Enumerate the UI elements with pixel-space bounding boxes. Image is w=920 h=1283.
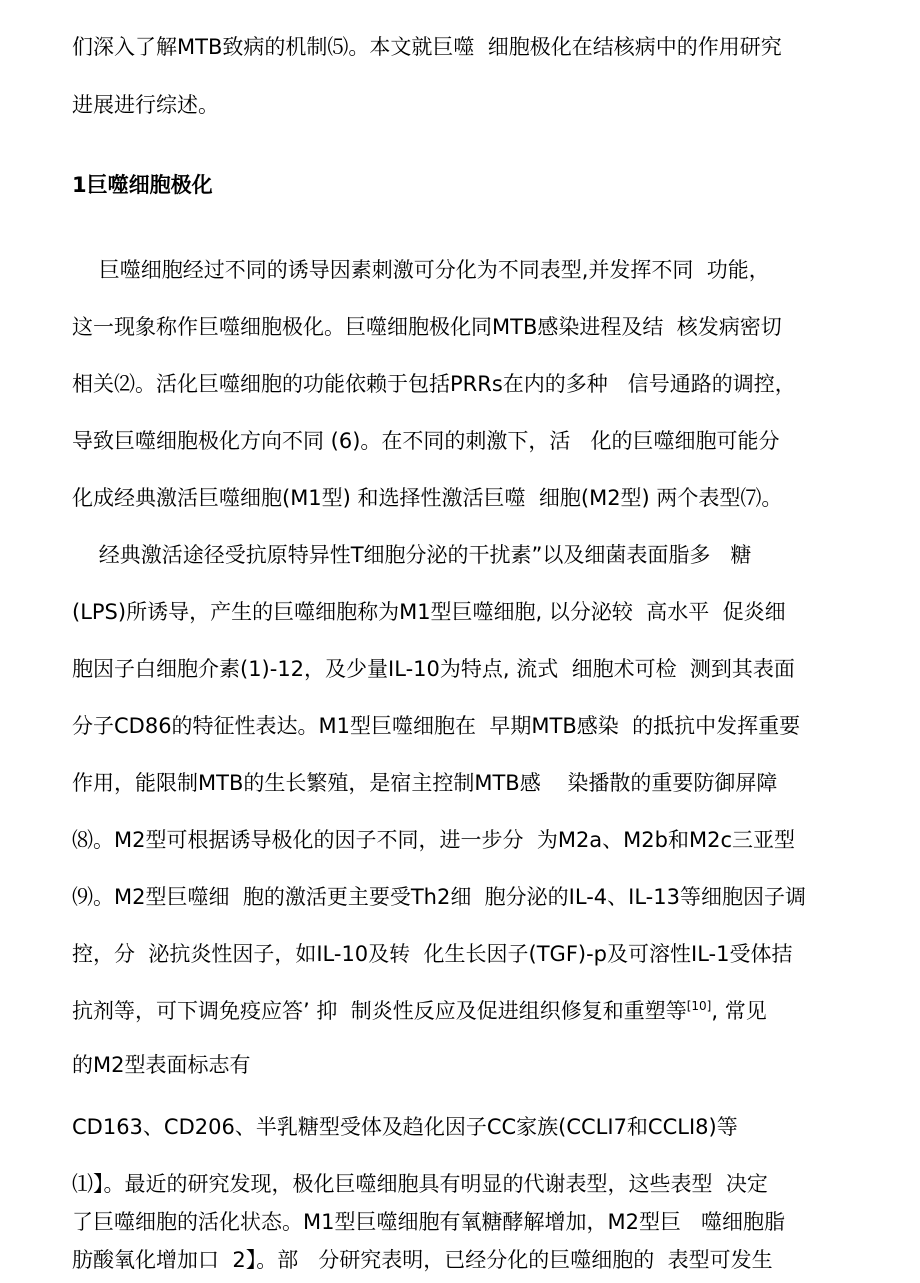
text-line: 化成经典激活巨噬细胞(M1型) 和选择性激活巨噬 细胞(M2型) 两个表型⑺。: [72, 486, 783, 510]
text-line: 相关⑵。活化巨噬细胞的功能依赖于包括PRRs在内的多种 信号通路的调控，: [72, 372, 796, 396]
text-line: 们深入了解MTB致病的机制⑸。本文就巨噬 细胞极化在结核病中的作用研究: [72, 35, 782, 59]
text-line: 分子CD86的特征性表达。M1型巨噬细胞在 早期MTB感染 的抵抗中发挥重要: [72, 714, 801, 738]
text-line: ⑼。M2型巨噬细 胞的激活更主要受Th2细 胞分泌的IL-4、IL-13等细胞因子调: [72, 885, 806, 909]
text-line: 了巨噬细胞的活化状态。M1型巨噬细胞有氧糖酵解增加，M2型巨 噬细胞脂: [72, 1210, 785, 1234]
text-line: CD163、CD206、半乳糖型受体及趋化因子CC家族(CCLI7和CCLI8)等: [72, 1115, 738, 1139]
text-line: 作用，能限制MTB的生长繁殖，是宿主控制MTB感 染播散的重要防御屏障: [72, 771, 778, 795]
text-line-with-citation: [72, 991, 852, 1031]
text-line-tail: , 常见: [711, 999, 767, 1023]
text-line: 抗剂等，可下调免疫应答’ 抑 制炎性反应及促进组织修复和重塑等: [72, 999, 687, 1023]
section-heading: 1巨噬细胞极化: [72, 173, 213, 197]
text-line: 进展进行综述。: [72, 93, 219, 117]
text-line: 的M2型表面标志有: [72, 1053, 251, 1077]
text-line: 这一现象称作巨噬细胞极化。巨噬细胞极化同MTB感染进程及结 核发病密切: [72, 315, 782, 339]
text-line: (LPS)所诱导，产生的巨噬细胞称为M1型巨噬细胞, 以分泌较 高水平 促炎细: [72, 600, 786, 624]
text-line: ⑻。M2型可根据诱导极化的因子不同，进一步分 为M2a、M2b和M2c三亚型: [72, 828, 796, 852]
text-line: 导致巨噬细胞极化方向不同 (6)。在不同的刺激下，活 化的巨噬细胞可能分: [72, 429, 780, 453]
text-line: 经典激活途径受抗原特异性T细胞分泌的干扰素”以及细菌表面脂多 糖: [72, 543, 752, 567]
text-line: 巨噬细胞经过不同的诱导因素刺激可分化为不同表型,并发挥不同 功能，: [72, 258, 770, 282]
text-line: 胞因子白细胞介素(1)-12，及少量IL-10为特点, 流式 细胞术可检 测到其表面: [72, 657, 795, 681]
text-line: ⑴】。最近的研究发现，极化巨噬细胞具有明显的代谢表型，这些表型 决定: [72, 1172, 768, 1196]
text-line: 控，分 泌抗炎性因子，如IL-10及转 化生长因子(TGF)-p及可溶性IL-1受体拮: [72, 942, 793, 966]
text-line: 肪酸氧化增加口 2】。部 分研究表明，已经分化的巨噬细胞的 表型可发生: [72, 1248, 773, 1272]
citation-superscript: [10]: [686, 999, 712, 1013]
